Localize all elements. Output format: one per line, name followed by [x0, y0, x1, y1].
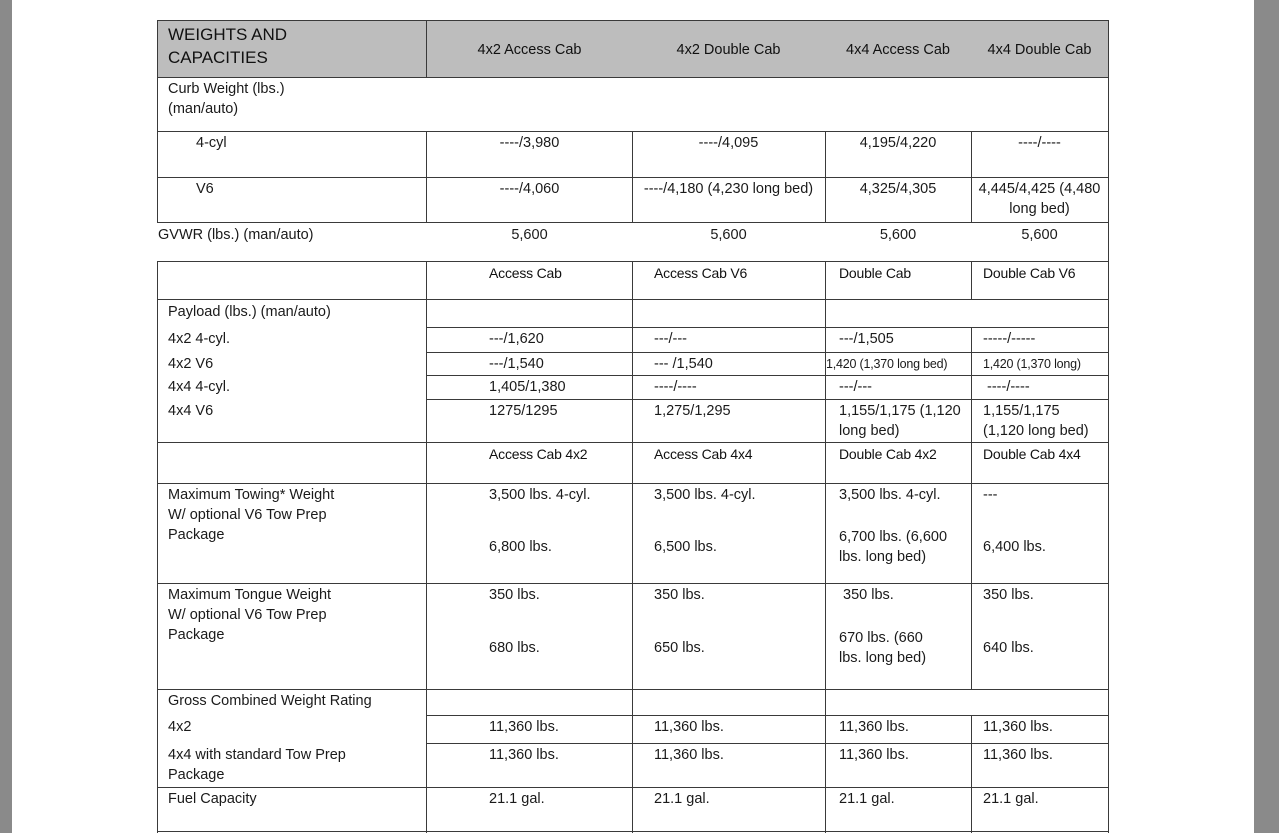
- table-title: [168, 23, 418, 69]
- table-cell: 4,325/4,305: [859, 181, 937, 197]
- table-cell: 4,195/4,220: [859, 135, 937, 151]
- table-cell: 11,360 lbs.: [489, 747, 559, 763]
- table-cell: 11,360 lbs.: [839, 719, 909, 735]
- table-cell: 5,600: [511, 227, 548, 243]
- row-divider: [426, 743, 1109, 744]
- column-header: 4x2 Access Cab: [477, 42, 582, 58]
- subheader-cell: Double Cab V6: [983, 265, 1076, 281]
- cell-line: lbs. long bed): [839, 650, 927, 666]
- table-cell: ----/4,060: [499, 181, 560, 197]
- row-label-line: W/ optional V6 Tow Prep: [168, 607, 327, 623]
- row-label-max-towing: [168, 485, 418, 545]
- row-label: 4x2: [168, 719, 192, 735]
- table-cell: 5,600: [879, 227, 917, 243]
- row-label-line: Maximum Towing* Weight: [168, 487, 335, 503]
- row-label-v6: V6: [196, 181, 214, 197]
- cell-line: 1,155/1,175 (1,120: [839, 403, 961, 419]
- column-divider: [971, 327, 972, 689]
- column-divider: [632, 261, 633, 833]
- row-divider: [157, 131, 1109, 132]
- row-label-line: Package: [168, 627, 225, 643]
- document-page: [12, 0, 1254, 833]
- table-cell: 3,500 lbs. 4-cyl.: [489, 487, 591, 503]
- table-cell: [839, 401, 961, 441]
- row-divider: [426, 399, 1109, 400]
- row-divider: [426, 715, 1109, 716]
- row-label-line: Maximum Tongue Weight: [168, 587, 332, 603]
- table-cell: ---/---: [839, 379, 873, 395]
- table-cell: 6,400 lbs.: [983, 539, 1046, 555]
- subheader-cell: Access Cab 4x4: [654, 446, 753, 462]
- table-cell: 1275/1295: [489, 403, 558, 419]
- cell-line: (1,120 long bed): [983, 423, 1089, 439]
- row-divider: [157, 787, 1109, 788]
- table-right-border: [1108, 20, 1109, 833]
- row-label-line: (man/auto): [168, 101, 239, 117]
- row-divider: [157, 20, 1109, 21]
- cell-line: long bed): [839, 423, 900, 439]
- table-cell: ---/1,620: [489, 331, 544, 347]
- row-divider: [157, 77, 1109, 78]
- row-label-line: 4x4 with standard Tow Prep: [168, 747, 346, 763]
- table-cell: [839, 628, 926, 668]
- cell-line: long bed): [1009, 201, 1070, 217]
- table-cell: 11,360 lbs.: [839, 747, 909, 763]
- table-cell: 640 lbs.: [983, 640, 1034, 656]
- column-divider: [971, 715, 972, 833]
- table-cell: 5,600: [1021, 227, 1058, 243]
- column-divider: [971, 261, 972, 300]
- row-label: 4x2 4-cyl.: [168, 331, 231, 347]
- table-cell: 350 lbs.: [489, 587, 540, 603]
- table-left-border: [157, 261, 158, 833]
- row-label-curb-weight: [168, 79, 418, 119]
- subheader-cell: Double Cab: [839, 265, 911, 281]
- row-divider: [157, 483, 1109, 484]
- row-label: 4x2 V6: [168, 356, 214, 372]
- table-cell: [983, 401, 1089, 441]
- table-cell: 350 lbs.: [983, 587, 1034, 603]
- table-cell: ---/1,540: [489, 356, 544, 372]
- subheader-cell: Access Cab 4x2: [489, 446, 588, 462]
- row-label-fuel: Fuel Capacity: [168, 791, 257, 807]
- table-cell: 650 lbs.: [654, 640, 705, 656]
- table-cell: 1,420 (1,370 long): [983, 357, 1081, 371]
- row-label-line: Package: [168, 767, 225, 783]
- table-cell: 1,405/1,380: [489, 379, 566, 395]
- table-cell: -----/-----: [983, 331, 1036, 347]
- table-cell: 1,420 (1,370 long bed): [826, 357, 948, 371]
- column-divider: [825, 261, 826, 833]
- table-cell: ----/4,095: [698, 135, 759, 151]
- row-label: [168, 745, 418, 785]
- table-cell: 21.1 gal.: [654, 791, 710, 807]
- table-cell: 350 lbs.: [843, 587, 894, 603]
- row-label-gcwr: Gross Combined Weight Rating: [168, 693, 372, 709]
- table-cell: 21.1 gal.: [839, 791, 895, 807]
- table-cell: ----/4,180 (4,230 long bed): [643, 181, 814, 197]
- subheader-cell: Double Cab 4x4: [983, 446, 1081, 462]
- row-divider: [157, 583, 1109, 584]
- table-cell: [839, 527, 947, 567]
- table-cell: --- /1,540: [654, 356, 713, 372]
- row-divider: [157, 261, 1109, 262]
- table-cell: 11,360 lbs.: [654, 719, 724, 735]
- table-left-border: [157, 20, 158, 222]
- table-cell: ---/1,505: [839, 331, 894, 347]
- table-cell: ----/3,980: [499, 135, 560, 151]
- row-label-payload: Payload (lbs.) (man/auto): [168, 304, 331, 320]
- table-cell: 3,500 lbs. 4-cyl.: [654, 487, 756, 503]
- row-label-4cyl: 4-cyl: [196, 135, 227, 151]
- row-label-gvwr: GVWR (lbs.) (man/auto): [158, 227, 314, 243]
- cell-line: 4,445/4,425 (4,480: [978, 181, 1101, 197]
- row-divider: [426, 327, 1109, 328]
- row-label-max-tongue: [168, 585, 418, 645]
- table-cell: ---: [983, 487, 998, 503]
- table-cell: ----/----: [1018, 135, 1061, 151]
- cell-line: 670 lbs. (660: [839, 630, 923, 646]
- table-cell: 350 lbs.: [654, 587, 705, 603]
- row-divider: [157, 442, 1109, 443]
- cell-line: 6,700 lbs. (6,600: [839, 529, 948, 545]
- row-label-line: Curb Weight (lbs.): [168, 81, 285, 97]
- column-header: 4x2 Double Cab: [676, 42, 781, 58]
- table-cell: ----/----: [987, 379, 1030, 395]
- row-label-line: W/ optional V6 Tow Prep: [168, 507, 327, 523]
- table-cell: 11,360 lbs.: [489, 719, 559, 735]
- table-cell: ---/---: [654, 331, 688, 347]
- subheader-cell: Access Cab: [489, 265, 562, 281]
- subheader-cell: Double Cab 4x2: [839, 446, 937, 462]
- column-header: 4x4 Double Cab: [987, 42, 1092, 58]
- row-divider: [157, 831, 1109, 832]
- table-cell: 6,500 lbs.: [654, 539, 717, 555]
- table-cell: 21.1 gal.: [983, 791, 1039, 807]
- row-label-line: Package: [168, 527, 225, 543]
- table-cell: 6,800 lbs.: [489, 539, 552, 555]
- table-cell: 5,600: [710, 227, 747, 243]
- row-label: 4x4 4-cyl.: [168, 379, 231, 395]
- row-divider: [426, 352, 1109, 353]
- column-divider: [426, 261, 427, 833]
- table-cell: ----/----: [654, 379, 697, 395]
- table-cell: 680 lbs.: [489, 640, 540, 656]
- table-cell: 11,360 lbs.: [654, 747, 724, 763]
- row-divider: [157, 689, 1109, 690]
- table-cell: 11,360 lbs.: [983, 747, 1053, 763]
- table-cell: 3,500 lbs. 4-cyl.: [839, 487, 941, 503]
- table-cell: [971, 179, 1108, 219]
- row-divider: [157, 222, 1109, 223]
- subheader-cell: Access Cab V6: [654, 265, 748, 281]
- table-cell: 11,360 lbs.: [983, 719, 1053, 735]
- row-divider: [157, 177, 1109, 178]
- row-divider: [426, 375, 1109, 376]
- row-divider: [157, 299, 1109, 300]
- table-title-line: WEIGHTS AND: [168, 25, 288, 44]
- cell-line: lbs. long bed): [839, 549, 927, 565]
- table-cell: 1,275/1,295: [654, 403, 731, 419]
- row-label: 4x4 V6: [168, 403, 214, 419]
- table-cell: 21.1 gal.: [489, 791, 545, 807]
- column-header: 4x4 Access Cab: [846, 42, 950, 58]
- cell-line: 1,155/1,175: [983, 403, 1060, 419]
- table-title-line: CAPACITIES: [168, 48, 268, 67]
